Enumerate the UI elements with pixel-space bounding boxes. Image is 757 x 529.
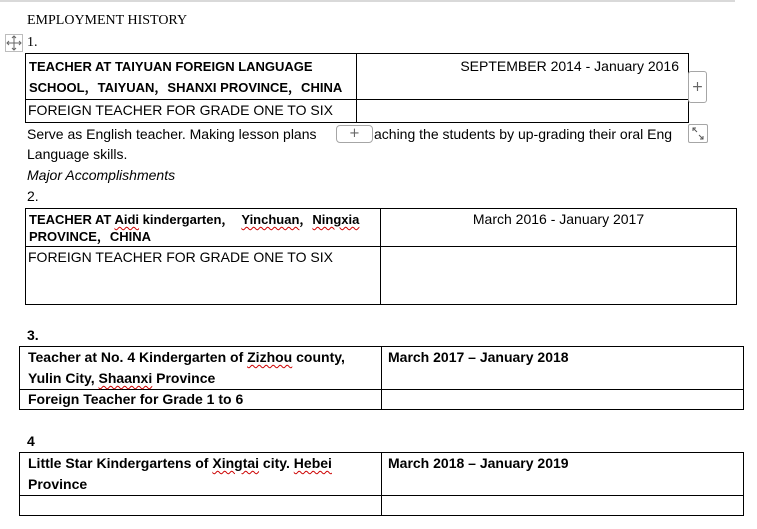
job2-title-b: kindergarten，: [139, 212, 242, 227]
job1-role-cell[interactable]: [26, 100, 357, 123]
table-row: [26, 209, 737, 247]
job3-title-line1: [28, 347, 378, 368]
job3-role-cell[interactable]: [20, 390, 382, 410]
job1-table: [25, 53, 689, 123]
job3-title-b: county,: [292, 349, 345, 365]
job4-title-b: city.: [259, 455, 294, 471]
job2-dates: March 2016 - January 2017: [472, 211, 645, 227]
job4-number: 4: [27, 433, 35, 449]
table-row: [26, 100, 689, 123]
table-row: [26, 247, 737, 305]
job3-dates-cell[interactable]: [382, 347, 744, 390]
job3-title-a: Teacher at No. 4 Kindergarten of: [28, 349, 248, 365]
job3-title-cell[interactable]: [20, 347, 382, 390]
job3-table: [19, 346, 744, 410]
table-row: [20, 390, 744, 410]
plus-icon[interactable]: [688, 71, 707, 103]
job1-desc-part1: Serve as English teacher. Making lesson plans: [27, 126, 317, 142]
job2-title-ningxia: Ningxia: [312, 212, 360, 227]
add-column-glyph: +: [691, 79, 704, 95]
job4-title-hebei: Hebei: [293, 455, 332, 471]
job3-role: Foreign Teacher for Grade 1 to 6: [28, 391, 244, 407]
table-row: [20, 347, 744, 390]
job2-number: 2.: [27, 188, 39, 204]
job4-title-a: Little Star Kindergartens of: [28, 455, 213, 471]
job4-empty-cell-right[interactable]: [382, 496, 744, 516]
resize-icon[interactable]: [688, 124, 708, 143]
job2-title-cell[interactable]: [26, 209, 381, 247]
job1-dates-cell[interactable]: [357, 54, 689, 100]
move-handle-icon[interactable]: [5, 34, 23, 52]
move-handle-glyph: [6, 35, 22, 51]
job4-dates: March 2018 – January 2019: [388, 455, 569, 471]
job3-empty-cell[interactable]: [382, 390, 744, 410]
plus-icon[interactable]: [336, 125, 373, 143]
job3-number: 3.: [27, 327, 39, 343]
job3-title-shaanxi: Shaanxi: [98, 370, 153, 386]
job1-title-line2: SCHOOL，TAIYUAN，SHANXI PROVINCE，CHINA: [29, 80, 343, 95]
add-row-glyph: +: [349, 126, 360, 141]
job4-title-xingtai: Xingtai: [212, 455, 260, 471]
page-top-border: [0, 0, 735, 2]
job1-title-cell[interactable]: [26, 54, 357, 100]
job4-empty-cell-left[interactable]: [20, 496, 382, 516]
job1-dates: SEPTEMBER 2014 - January 2016: [460, 58, 679, 74]
job4-table: [19, 452, 744, 516]
job3-title-line2-b: Province: [152, 370, 216, 386]
job3-dates: March 2017 – January 2018: [388, 349, 569, 365]
accomplishments-label: Major Accomplishments: [27, 167, 176, 183]
job1-desc-line2: Language skills.: [27, 146, 128, 162]
job2-role-cell[interactable]: [26, 247, 381, 305]
job2-title-aidi: Aidi: [114, 212, 140, 227]
table-row: [20, 453, 744, 496]
resize-glyph: [689, 125, 707, 142]
job1-number: 1.: [27, 35, 38, 50]
job2-title-line1: [29, 211, 377, 228]
job2-title-yinchuan: Yinchuan: [241, 212, 300, 227]
job2-title-c: ，: [299, 212, 313, 227]
job1-title-line1: TEACHER AT TAIYUAN FOREIGN LANGUAGE: [29, 59, 313, 74]
job1-role: FOREIGN TEACHER FOR GRADE ONE TO SIX: [28, 102, 333, 118]
table-row: [26, 54, 689, 100]
job4-dates-cell[interactable]: [382, 453, 744, 496]
section-heading: EMPLOYMENT HISTORY: [27, 13, 188, 28]
job1-empty-cell[interactable]: [357, 100, 689, 123]
table-row: [20, 496, 744, 516]
job3-title-line2: [28, 368, 378, 389]
job3-title-line2-a: Yulin City,: [28, 370, 99, 386]
job1-desc-part2: aching the students by up-grading their oral Eng: [374, 126, 673, 142]
job2-empty-cell[interactable]: [381, 247, 737, 305]
job2-role: FOREIGN TEACHER FOR GRADE ONE TO SIX: [28, 249, 333, 265]
job2-dates-cell[interactable]: [381, 209, 737, 247]
job2-table: [25, 208, 737, 305]
job3-title-zizhou: Zizhou: [247, 349, 293, 365]
job4-title-cell[interactable]: [20, 453, 382, 496]
job2-title-a: TEACHER AT: [29, 212, 115, 227]
job2-title-line2: PROVINCE，CHINA: [29, 229, 152, 244]
job4-title-line2: Province: [28, 476, 88, 492]
job4-title-line1: [28, 453, 378, 474]
